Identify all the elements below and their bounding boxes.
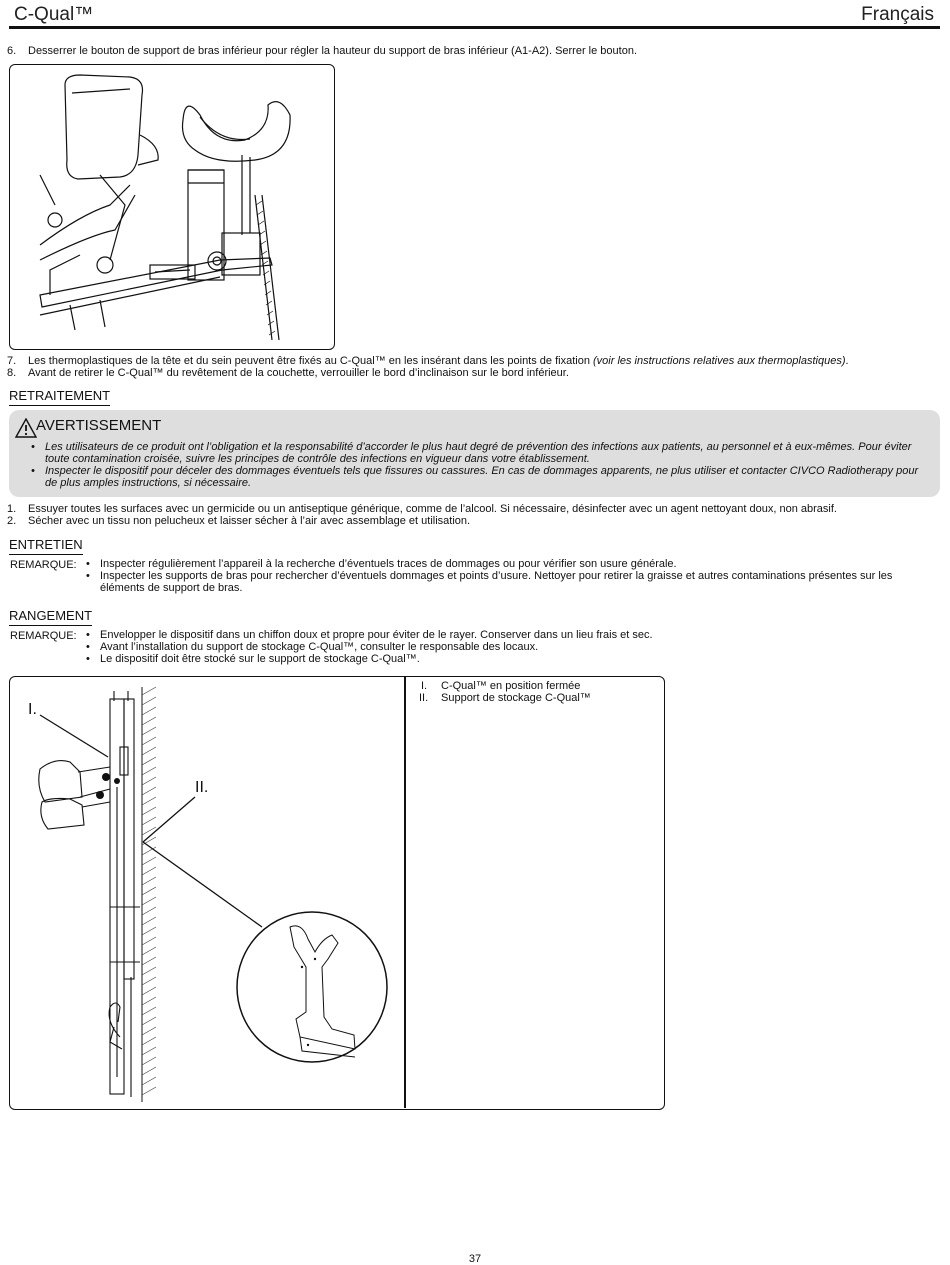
storage-item: • Avant l’installation du support de stockage C-Qual™, consulter le responsable des locaux.	[84, 641, 924, 653]
step-text: Sécher avec un tissu non pelucheux et laisser sécher à l’air avec assemblage et utilisation.	[28, 515, 471, 527]
maintenance-item: • Inspecter régulièrement l’appareil à la recherche d’éventuels traces de dommages ou pour vérifier son usure générale.	[84, 558, 924, 570]
remark-label: REMARQUE:	[10, 630, 77, 642]
step-reference: (voir les instructions relatives aux thermoplastiques)	[593, 355, 846, 367]
product-name: C-Qual™	[14, 4, 94, 25]
maintenance-item: • Inspecter les supports de bras pour rechercher d’éventuels dommages et points d’usure. Nettoyer pour retirer la graisse et autres contaminations présentes sur les éléments de support de bras.	[84, 570, 924, 594]
arm-support-illustration	[10, 65, 333, 348]
storage-illustration	[10, 677, 404, 1108]
step-number: 2.	[7, 515, 17, 527]
header-rule	[9, 26, 940, 29]
callout-ii-label: II.	[195, 779, 209, 796]
warning-box	[9, 410, 940, 497]
storage-item: • Envelopper le dispositif dans un chiffon doux et propre pour éviter de le rayer. Conserver dans un lieu frais et sec.	[84, 629, 924, 641]
legend-text: C-Qual™ en position fermée	[441, 680, 581, 692]
maintenance-list	[84, 558, 924, 594]
warning-item: • Les utilisateurs de ce produit ont l’obligation et la responsabilité d’accorder le plus haut degré de prévention des infections aux patients, au personnel et à eux-mêmes. Pour éviter toute contamination croisée, suivre les principes de contrôle des infections en vigueur dans votre établissement.	[29, 441, 919, 465]
storage-list	[84, 629, 924, 665]
remark-label: REMARQUE:	[10, 559, 77, 571]
step-number: 6.	[7, 45, 17, 57]
step-number: 8.	[7, 367, 17, 379]
storage-item: • Le dispositif doit être stocké sur le support de stockage C-Qual™.	[84, 653, 924, 665]
step-text-end: .	[845, 355, 849, 367]
step-number: 1.	[7, 503, 17, 515]
warning-list	[29, 441, 919, 489]
figure-divider	[404, 677, 406, 1108]
figure-storage	[9, 676, 665, 1110]
legend-number: I.	[421, 680, 428, 692]
warning-title: AVERTISSEMENT	[36, 417, 162, 434]
warning-item: • Inspecter le dispositif pour déceler des dommages éventuels tels que fissures ou cassures. En cas de dommages apparents, ne plus utiliser et contacter CIVCO Radiotherapy pour de plus amples instructions, si nécessaire.	[29, 465, 919, 489]
step-text: Essuyer toutes les surfaces avec un germicide ou un antiseptique générique, comme de l’alcool. Si nécessaire, désinfecter avec un agent nettoyant doux, non abrasif.	[28, 503, 837, 515]
section-heading-entretien: ENTRETIEN	[9, 537, 83, 555]
legend-number: II.	[419, 692, 429, 704]
step-text: Les thermoplastiques de la tête et du sein peuvent être fixés au C-Qual™ en les insérant dans les points de fixation	[28, 355, 593, 367]
step-text: Avant de retirer le C-Qual™ du revêtement de la couchette, verrouiller le bord d’inclinaison sur le bord inférieur.	[28, 367, 569, 379]
section-heading-retraitement: RETRAITEMENT	[9, 388, 110, 406]
callout-i-label: I.	[28, 701, 37, 718]
language-label: Français	[861, 4, 934, 25]
figure-arm-support	[9, 64, 335, 350]
step-number: 7.	[7, 355, 17, 367]
warning-triangle-icon	[15, 418, 37, 438]
page-number: 37	[468, 1253, 482, 1265]
step-text: Desserrer le bouton de support de bras inférieur pour régler la hauteur du support de bras inférieur (A1-A2). Serrer le bouton.	[28, 45, 638, 57]
legend-text: Support de stockage C-Qual™	[441, 692, 591, 704]
section-heading-rangement: RANGEMENT	[9, 608, 92, 626]
